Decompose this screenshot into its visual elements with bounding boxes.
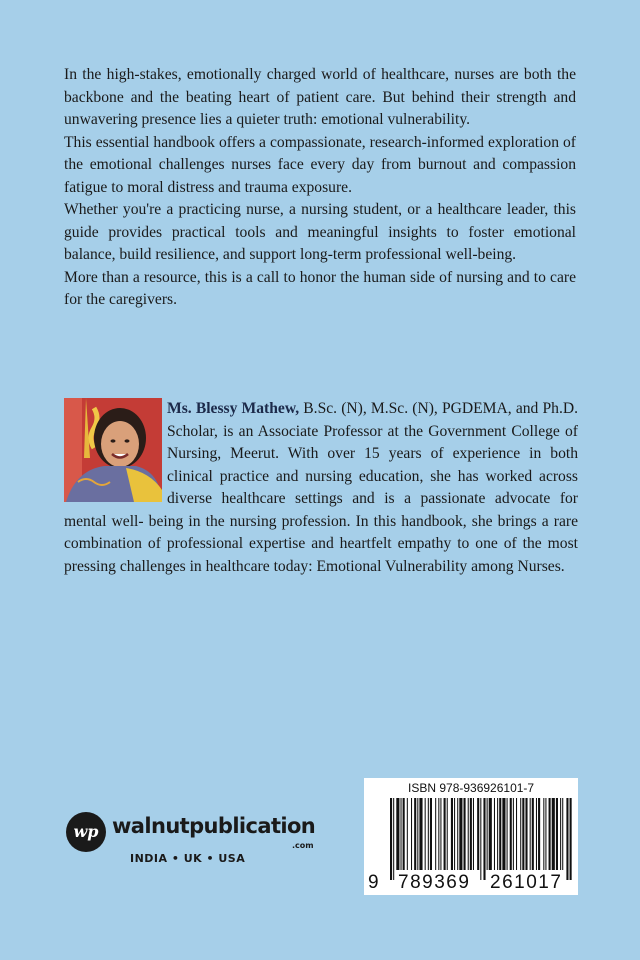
barcode-bar [407,798,408,870]
walnut-logo-icon: wp [66,812,106,852]
barcode-bar [430,798,432,870]
barcode-bar [483,798,485,880]
barcode-bar [562,798,563,870]
barcode-bar [520,798,521,870]
barcode-bar [480,798,481,880]
barcode-bar [560,798,561,870]
barcode-bar [438,798,439,870]
barcode-bar [468,798,469,870]
barcode-bar [538,798,540,870]
publisher-name: walnutpublication [112,814,316,838]
barcode-bar [454,798,455,870]
barcode-lead-digit: 9 [368,872,379,893]
barcode-bar [497,798,498,870]
blurb-paragraph-4: More than a resource, this is a call to honor the human side of nursing and to care for the caregivers. [64,268,576,308]
barcode-bar [530,798,531,870]
barcode-bar [425,798,426,870]
blurb-paragraph-2: This essential handbook offers a compassionate, research-informed exploration of the emotional challenges nurses face every day from burnout and compassion fatigue to moral distress and trauma exposure. [64,133,576,196]
barcode-bar [473,798,474,870]
barcode-bar [510,798,512,870]
barcode-bar [545,798,546,870]
author-photo [64,398,162,502]
barcode-bar [499,798,501,870]
barcode-bar [536,798,537,870]
author-name: Ms. Blessy Mathew, [167,400,300,417]
barcode-bar [570,798,572,880]
barcode-bar [516,798,517,870]
blurb-paragraph-3: Whether you're a practicing nurse, a nursing student, or a healthcare leader, this guide provides practical tools and meaningful insights to foster emotional balance, build resilience, and support long-term professional well-being. [64,201,576,263]
barcode-bar [457,798,458,870]
barcode-bar [549,798,551,870]
barcode-bar [507,798,508,870]
barcode-bar [543,798,544,870]
barcode-bar [470,798,472,870]
barcode-bar [411,798,412,870]
barcode-bar [487,798,488,870]
barcode-bar [428,798,429,870]
isbn-label: ISBN 978-936926101-7 [408,781,535,795]
barcode-bar [435,798,436,870]
barcode-bar [477,798,479,870]
author-bio-section [64,398,578,578]
back-cover-blurb [64,64,576,312]
barcode-bar [552,798,555,870]
barcode-bar [419,798,422,870]
barcode-bar [494,798,495,870]
author-bio-text: B.Sc. (N), M.Sc. (N), PGDEMA, and Ph.D. Scholar, is an Associate Professor at the Government College of Nursing, Meerut. With over 15 years of experience in both clinical practice and nursing education, she has worked across diverse healthcare settings and is a passionate advocate for mental well- being in the nursing profession. In this handbook, she brings a rare combination of professional expertise and heartfelt empathy to one of the most pressing challenges in healthcare today: Emotional Vulnerability among Nurses. [64,400,578,575]
barcode-bar [513,798,514,870]
barcode-bar [390,798,392,880]
barcode-bar [417,798,418,870]
barcode-bar [556,798,558,870]
barcode-bar [464,798,466,870]
barcode-bar [459,798,462,870]
barcode-bar [403,798,405,870]
barcode-bar [525,798,527,870]
publisher-domain: .com [292,841,314,850]
barcode-bar [502,798,505,870]
barcode-bar [414,798,416,870]
barcode-bar [522,798,524,870]
barcode-left-group: 789369 [398,872,471,893]
blurb-paragraph-1: In the high-stakes, emotionally charged world of healthcare, nurses are both the backbone and the beating heart of patient care. But behind their strength and unwavering presence lies a quieter truth: emotional vulnerability. [64,66,576,128]
barcode-bar [566,798,568,880]
isbn-barcode [364,778,578,895]
barcode-bar [532,798,534,870]
barcode-bar [447,798,448,870]
barcode-bar [451,798,453,870]
barcode-bar [444,798,446,870]
barcode-bar [393,798,394,880]
barcode-right-group: 261017 [490,872,563,893]
barcode-bar [401,798,402,870]
barcode-bar [489,798,492,870]
publisher-countries: INDIA • UK • USA [130,852,246,865]
barcode-bar [396,798,399,870]
barcode-bar [440,798,441,870]
